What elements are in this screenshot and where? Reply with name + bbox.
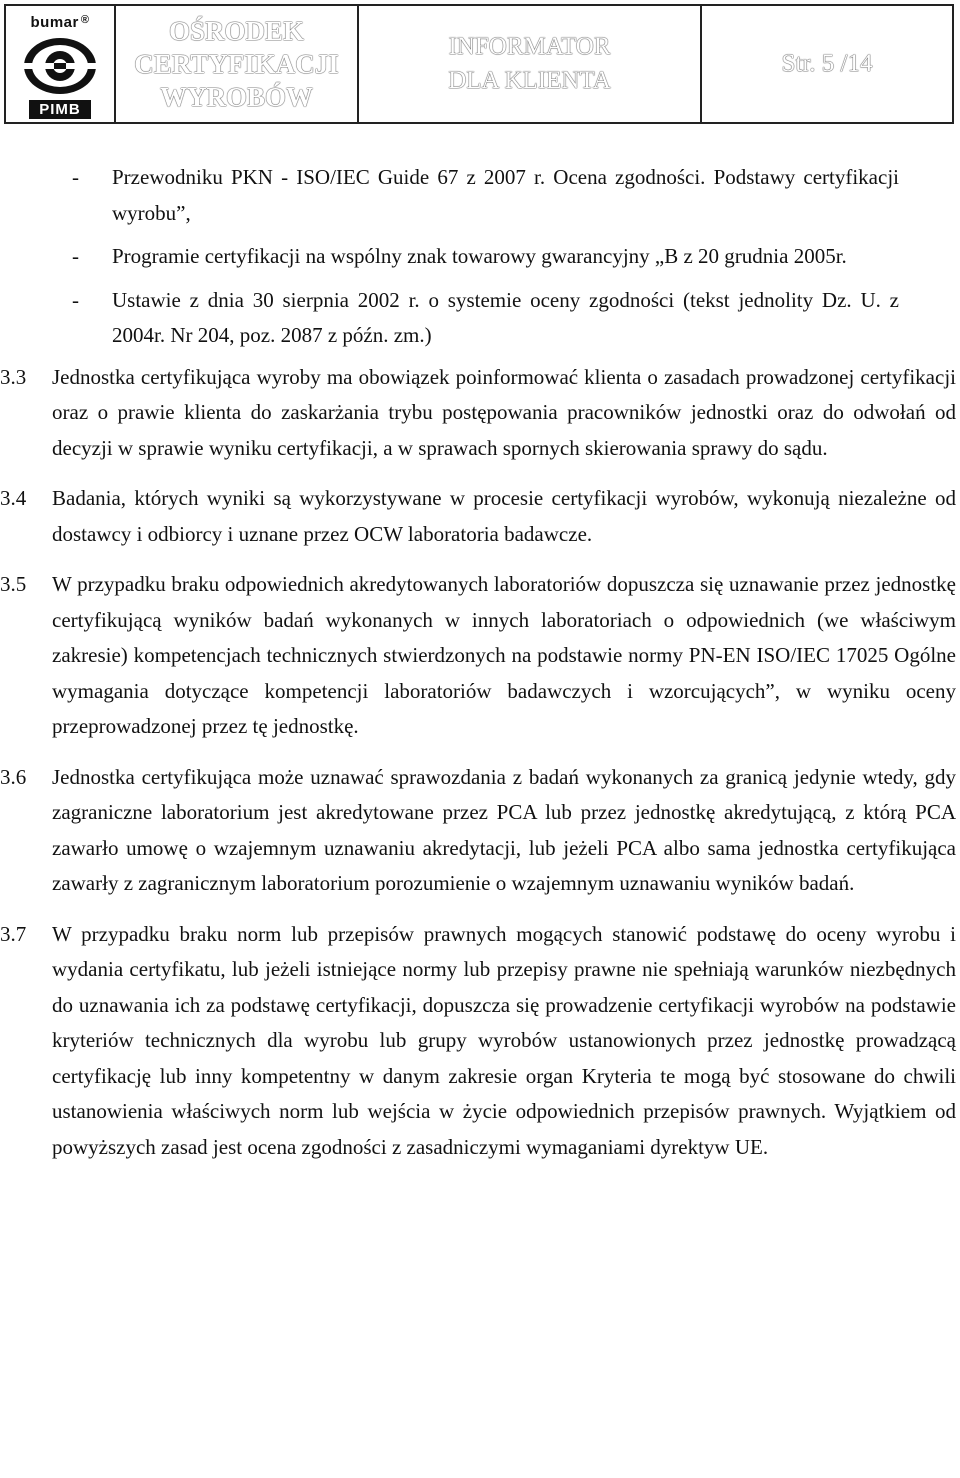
reference-list — [0, 160, 956, 354]
org-name-line-3: WYROBÓW — [159, 81, 313, 112]
section-text: W przypadku braku odpowiednich akredytowanych laboratoriów dopuszcza się uznawanie przez jednostkę certyfikującą wyników badań wykonanych w innych laboratoriach o odpowiednich (we właściwym zakresie) kompetencjach technicznych stwierdzonych na podstawie normy PN-EN ISO/IEC 17025 Ogólne wymagania dotyczące kompetencji laboratoriów badawczych i wzorcujących”, w wyniku oceny przeprowadzonej przez tę jednostkę. — [52, 572, 956, 738]
list-item-text: Przewodniku PKN - ISO/IEC Guide 67 z 2007 r. Ocena zgodności. Podstawy certyfikacji wyrobu”, — [112, 165, 899, 225]
list-dash: - — [72, 244, 79, 268]
list-item-text: Programie certyfikacji na wspólny znak towarowy gwarancyjny „B z 20 grudnia 2005r. — [112, 244, 847, 268]
list-item-text: Ustawie z dnia 30 sierpnia 2002 r. o systemie oceny zgodności (tekst jednolity Dz. U. z 2004r. Nr 204, poz. 2087 z późn. zm.) — [112, 287, 899, 347]
logo-cell — [6, 6, 116, 122]
list-dash: - — [72, 287, 79, 312]
org-name-cell — [116, 6, 359, 122]
page-number: Str. 5 /14 — [781, 50, 873, 77]
section-number: 3.6 — [0, 764, 27, 789]
section-text: Badania, których wyniki są wykorzystywane w procesie certyfikacji wyrobów, wykonują niezależne od dostawcy i odbiorcy i uznane przez OCW laboratoria badawcze. — [52, 486, 956, 546]
section-paragraph — [0, 481, 956, 552]
list-dash: - — [72, 165, 79, 189]
list-item — [0, 239, 956, 275]
document-title-line-1: INFORMATOR — [448, 33, 611, 60]
section-paragraph — [0, 760, 956, 902]
section-number: 3.7 — [0, 921, 27, 946]
document-body — [0, 160, 956, 1165]
section-paragraph — [0, 567, 956, 745]
section-number: 3.4 — [0, 486, 27, 510]
document-title-cell — [359, 6, 702, 122]
org-name-line-2: CERTYFIKACJI — [134, 48, 339, 79]
section-paragraph — [0, 360, 956, 467]
list-item — [0, 160, 956, 231]
section-text: Jednostka certyfikująca może uznawać sprawozdania z badań wykonanych za granicą jedynie wtedy, gdy zagraniczne laboratorium jest akredytowane przez PCA lub przez jednostkę akredytującą, z którą PCA zawarło umowę o wzajemnym uznawaniu akredytacji, lub jeżeli PCA albo sama jednostka certyfikująca zawarły z zagranicznym laboratorium porozumienie o wzajemnym uznawaniu wyników badań. — [52, 764, 956, 895]
eye-logo-icon — [22, 35, 98, 97]
section-paragraph — [0, 917, 956, 1166]
logo-brand-text: bumar — [30, 13, 79, 31]
section-number: 3.5 — [0, 572, 27, 596]
company-logo — [22, 10, 98, 119]
section-text: W przypadku braku norm lub przepisów prawnych mogących stanowić podstawę do oceny wyrobu i wydania certyfikatu, lub jeżeli istniejące normy lub przepisy prawne nie spełniają warunków niezbędnych do uznawania ich za podstawę certyfikacji, dopuszcza się prowadzenie certyfikacji wyrobów na podstawie kryteriów technicznych dla wyrobu lub grupy wyrobów ustanowionych przez jednostkę prowadzącą certyfikację lub inny kompetentny w danym zakresie organ Kryteria te mogą być stosowane do chwili ustanowienia właściwych norm lub wejścia w życie odpowiednich przepisów prawnych. Wyjątkiem od powyższych zasad jest ocena zgodności z zasadniczymi wymaganiami dyrektyw UE. — [52, 921, 956, 1159]
list-item — [0, 283, 956, 354]
section-number: 3.3 — [0, 364, 27, 389]
page-number-cell — [702, 6, 952, 122]
page-header — [4, 4, 954, 124]
logo-sub-text: PIMB — [29, 100, 91, 119]
registered-mark: ® — [80, 13, 90, 26]
section-text: Jednostka certyfikująca wyroby ma obowiązek poinformować klienta o zasadach prowadzonej certyfikacji oraz o prawie klienta do zaskarżania trybu postępowania pracowników jednostki oraz do odwołań od decyzji w sprawie wyniku certyfikacji, a w sprawach spornych skierowania sprawy do sądu. — [52, 364, 956, 460]
document-title-line-2: DLA KLIENTA — [448, 67, 611, 94]
org-name-line-1: OŚRODEK — [168, 15, 305, 46]
